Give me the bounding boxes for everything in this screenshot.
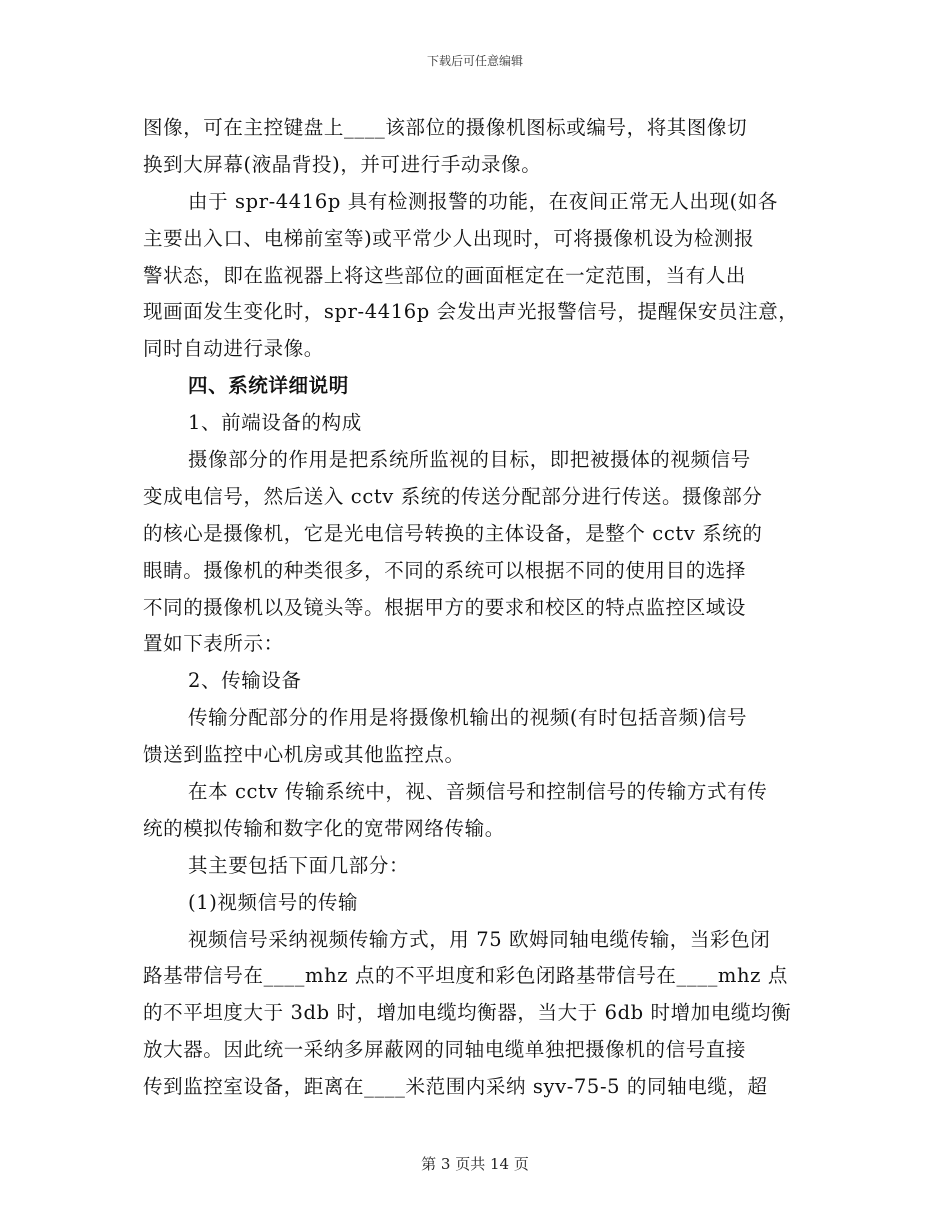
text-line: 在本 cctv 传输系统中，视、音频信号和控制信号的传输方式有传 (188, 780, 768, 804)
text-line: 置如下表所示： (143, 632, 284, 656)
text-line: 换到大屏幕(液晶背投)，并可进行手动录像。 (143, 152, 542, 176)
text-line: 现画面发生变化时，spr-4416p 会发出声光报警信号，提醒保安员注意， (143, 300, 799, 324)
text-line: 图像，可在主控键盘上____该部位的摄像机图标或编号，将其图像切 (143, 116, 748, 139)
text-line: 统的模拟传输和数字化的宽带网络传输。 (143, 816, 505, 840)
text-line: 主要出入口、电梯前室等)或平常少人出现时，可将摄像机设为检测报 (143, 226, 755, 250)
text-line: 路基带信号在____mhz 点的不平坦度和彩色闭路基带信号在____mhz 点 (143, 964, 788, 988)
text-line: 摄像部分的作用是把系统所监视的目标，即把被摄体的视频信号 (188, 448, 751, 472)
text-line: 放大器。因此统一采纳多屏蔽网的同轴电缆单独把摄像机的信号直接 (143, 1038, 747, 1062)
page-number: 第 3 页共 14 页 (421, 1155, 529, 1173)
text-line: 眼睛。摄像机的种类很多，不同的系统可以根据不同的使用目的选择 (143, 558, 747, 582)
text-line: 其主要包括下面几部分： (188, 853, 410, 877)
text-line: 警状态，即在监视器上将这些部位的画面框定在一定范围，当有人出 (143, 263, 747, 287)
text-line: 传输分配部分的作用是将摄像机输出的视频(有时包括音频)信号 (188, 706, 748, 730)
text-line: 变成电信号，然后送入 cctv 系统的传送分配部分进行传送。摄像部分 (143, 484, 763, 508)
text-line: 1、前端设备的构成 (188, 411, 362, 435)
text-line: 由于 spr-4416p 具有检测报警的功能，在夜间正常无人出现(如各 (188, 189, 779, 213)
document-body (143, 110, 833, 1106)
text-line: 传到监控室设备，距离在____米范围内采纳 syv-75-5 的同轴电缆，超 (143, 1075, 768, 1099)
text-line: 不同的摄像机以及镜头等。根据甲方的要求和校区的特点监控区域设 (143, 595, 747, 619)
text-line: 馈送到监控中心机房或其他监控点。 (143, 743, 465, 767)
text-line: 的核心是摄像机，它是光电信号转换的主体设备，是整个 cctv 系统的 (143, 521, 763, 545)
text-line: (1)视频信号的传输 (188, 890, 359, 914)
text-line: 视频信号采纳视频传输方式，用 75 欧姆同轴电缆传输，当彩色闭 (188, 927, 771, 951)
text-line: 同时自动进行录像。 (143, 337, 324, 361)
section-heading: 四、系统详细说明 (188, 374, 349, 398)
page-header-note: 下载后可任意编辑 (426, 54, 523, 68)
text-line: 的不平坦度大于 3db 时，增加电缆均衡器，当大于 6db 时增加电缆均衡 (143, 1001, 792, 1025)
text-line: 2、传输设备 (188, 669, 302, 693)
